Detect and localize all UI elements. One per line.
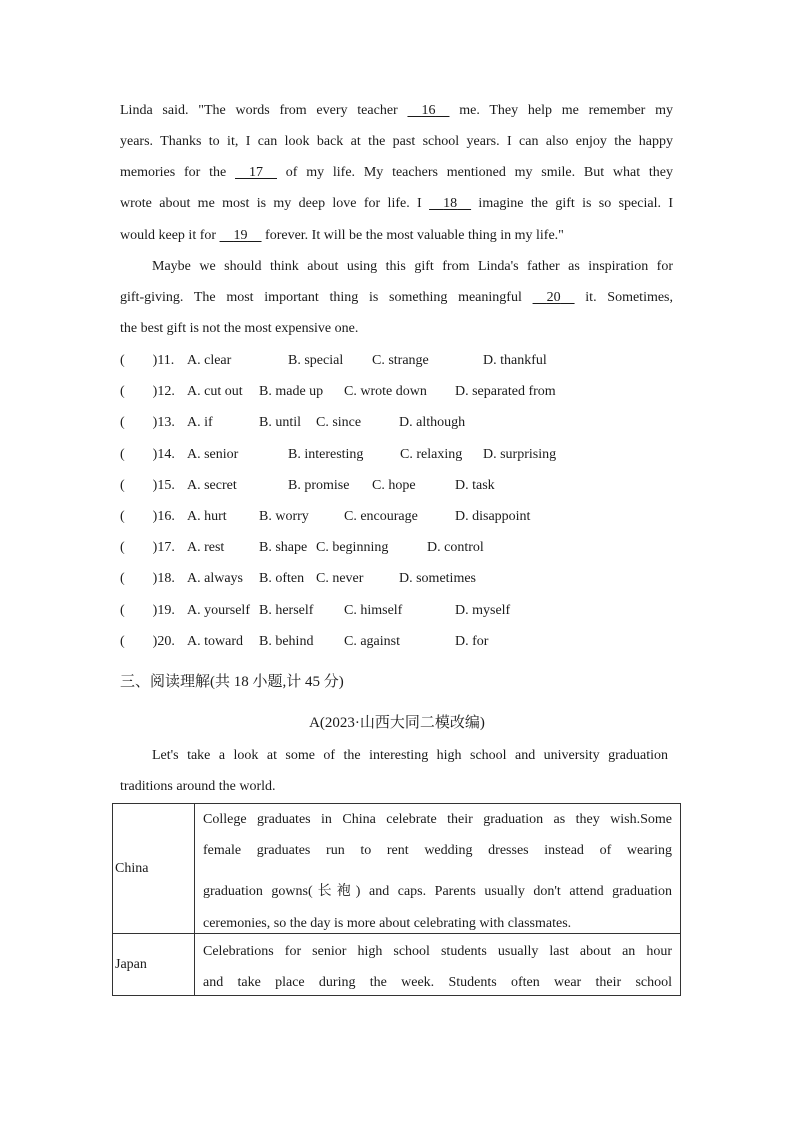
option-d: D. control xyxy=(427,540,484,555)
passage-line-3: memories for the 17 of my life. My teachers mentioned my smile. But what they xyxy=(120,165,674,180)
passage-title: A(2023·山西大同二模改编) xyxy=(309,715,485,731)
question-number: ( )17. xyxy=(120,540,175,555)
option-b: B. promise xyxy=(288,478,350,493)
option-d: D. sometimes xyxy=(399,571,476,586)
option-d: D. thankful xyxy=(483,353,547,368)
option-b: B. herself xyxy=(259,603,314,618)
option-d: D. although xyxy=(399,415,466,430)
option-d: D. for xyxy=(455,634,489,649)
option-b: B. shape xyxy=(259,540,308,555)
description-line: College graduates in China celebrate their graduation as they wish.Some xyxy=(203,811,672,827)
blank-17: 17 xyxy=(249,165,263,180)
option-c: C. beginning xyxy=(316,540,389,555)
option-c: C. never xyxy=(316,571,364,586)
option-c: C. since xyxy=(316,415,362,430)
option-d: D. task xyxy=(455,478,495,493)
country-cell: China xyxy=(113,804,195,934)
passage-line-6: Maybe we should think about using this gift from Linda's father as inspiration for xyxy=(152,259,673,274)
description-line: ceremonies, so the day is more about celebrating with classmates. xyxy=(203,915,572,931)
description-cell xyxy=(195,804,681,934)
option-d: D. surprising xyxy=(483,447,557,462)
option-c: C. himself xyxy=(344,603,403,618)
question-number: ( )16. xyxy=(120,509,175,524)
description-cell xyxy=(195,934,681,996)
option-a: A. secret xyxy=(187,478,237,493)
intro-line-1: Let's take a look at some of the interesting high school and university graduation xyxy=(152,748,668,763)
description-line: Celebrations for senior high school students usually last about an hour xyxy=(203,944,672,959)
option-b: B. often xyxy=(259,571,305,586)
question-number: ( )18. xyxy=(120,571,175,586)
option-c: C. wrote down xyxy=(344,384,427,399)
question-number: ( )13. xyxy=(120,415,175,430)
option-d: D. myself xyxy=(455,603,511,618)
option-b: B. interesting xyxy=(288,447,364,462)
passage-line-5: would keep it for 19 forever. It will be the most valuable thing in my life." xyxy=(120,228,564,243)
option-b: B. behind xyxy=(259,634,314,649)
blank-18: 18 xyxy=(443,196,458,211)
blank-20: 20 xyxy=(546,290,561,305)
question-number: ( )14. xyxy=(120,447,175,462)
description-line: female graduates run to rent wedding dresses instead of wearing xyxy=(203,842,672,858)
option-a: A. cut out xyxy=(187,384,243,399)
question-number: ( )11. xyxy=(120,353,175,368)
blank-16: 16 xyxy=(421,103,436,118)
option-b: B. made up xyxy=(259,384,324,399)
passage-line-8: the best gift is not the most expensive one. xyxy=(120,321,359,336)
passage-line-2: years. Thanks to it, I can look back at the past school years. I can also enjoy the happy xyxy=(120,134,673,149)
option-a: A. senior xyxy=(187,447,239,462)
country-cell: Japan xyxy=(113,934,195,996)
question-number: ( )15. xyxy=(120,478,175,493)
option-a: A. if xyxy=(187,415,213,430)
traditions-table xyxy=(112,803,681,996)
passage-line-4: wrote about me most is my deep love for life. I 18 imagine the gift is so special. I xyxy=(120,196,673,211)
intro-line-2: traditions around the world. xyxy=(120,779,276,794)
passage-line-7: gift-giving. The most important thing is something meaningful 20 it. Sometimes, xyxy=(120,290,674,305)
option-a: A. toward xyxy=(187,634,243,649)
table-row xyxy=(113,804,681,934)
passage-line-1: Linda said. "The words from every teacher 16 me. They help me remember my xyxy=(120,103,673,118)
table-row xyxy=(113,934,681,996)
option-d: D. disappoint xyxy=(455,509,531,524)
section-title: 三、阅读理解(共 18 小题,计 45 分) xyxy=(120,674,344,690)
question-number: ( )20. xyxy=(120,634,175,649)
option-b: B. until xyxy=(259,415,302,430)
description-line: graduation gowns(长袍) and caps. Parents usually don't attend graduation xyxy=(203,883,672,899)
question-number: ( )12. xyxy=(120,384,175,399)
description-line: and take place during the week. Students often wear their school xyxy=(203,975,672,990)
option-a: A. yourself xyxy=(187,603,250,618)
option-a: A. always xyxy=(187,571,243,586)
option-c: C. relaxing xyxy=(400,447,463,462)
blank-19: 19 xyxy=(233,228,248,243)
option-c: C. hope xyxy=(372,478,416,493)
question-number: ( )19. xyxy=(120,603,175,618)
option-b: B. worry xyxy=(259,509,309,524)
option-c: C. against xyxy=(344,634,400,649)
option-c: C. encourage xyxy=(344,509,418,524)
option-a: A. clear xyxy=(187,353,232,368)
option-d: D. separated from xyxy=(455,384,556,399)
option-a: A. hurt xyxy=(187,509,227,524)
option-a: A. rest xyxy=(187,540,225,555)
option-b: B. special xyxy=(288,353,344,368)
option-c: C. strange xyxy=(372,353,429,368)
